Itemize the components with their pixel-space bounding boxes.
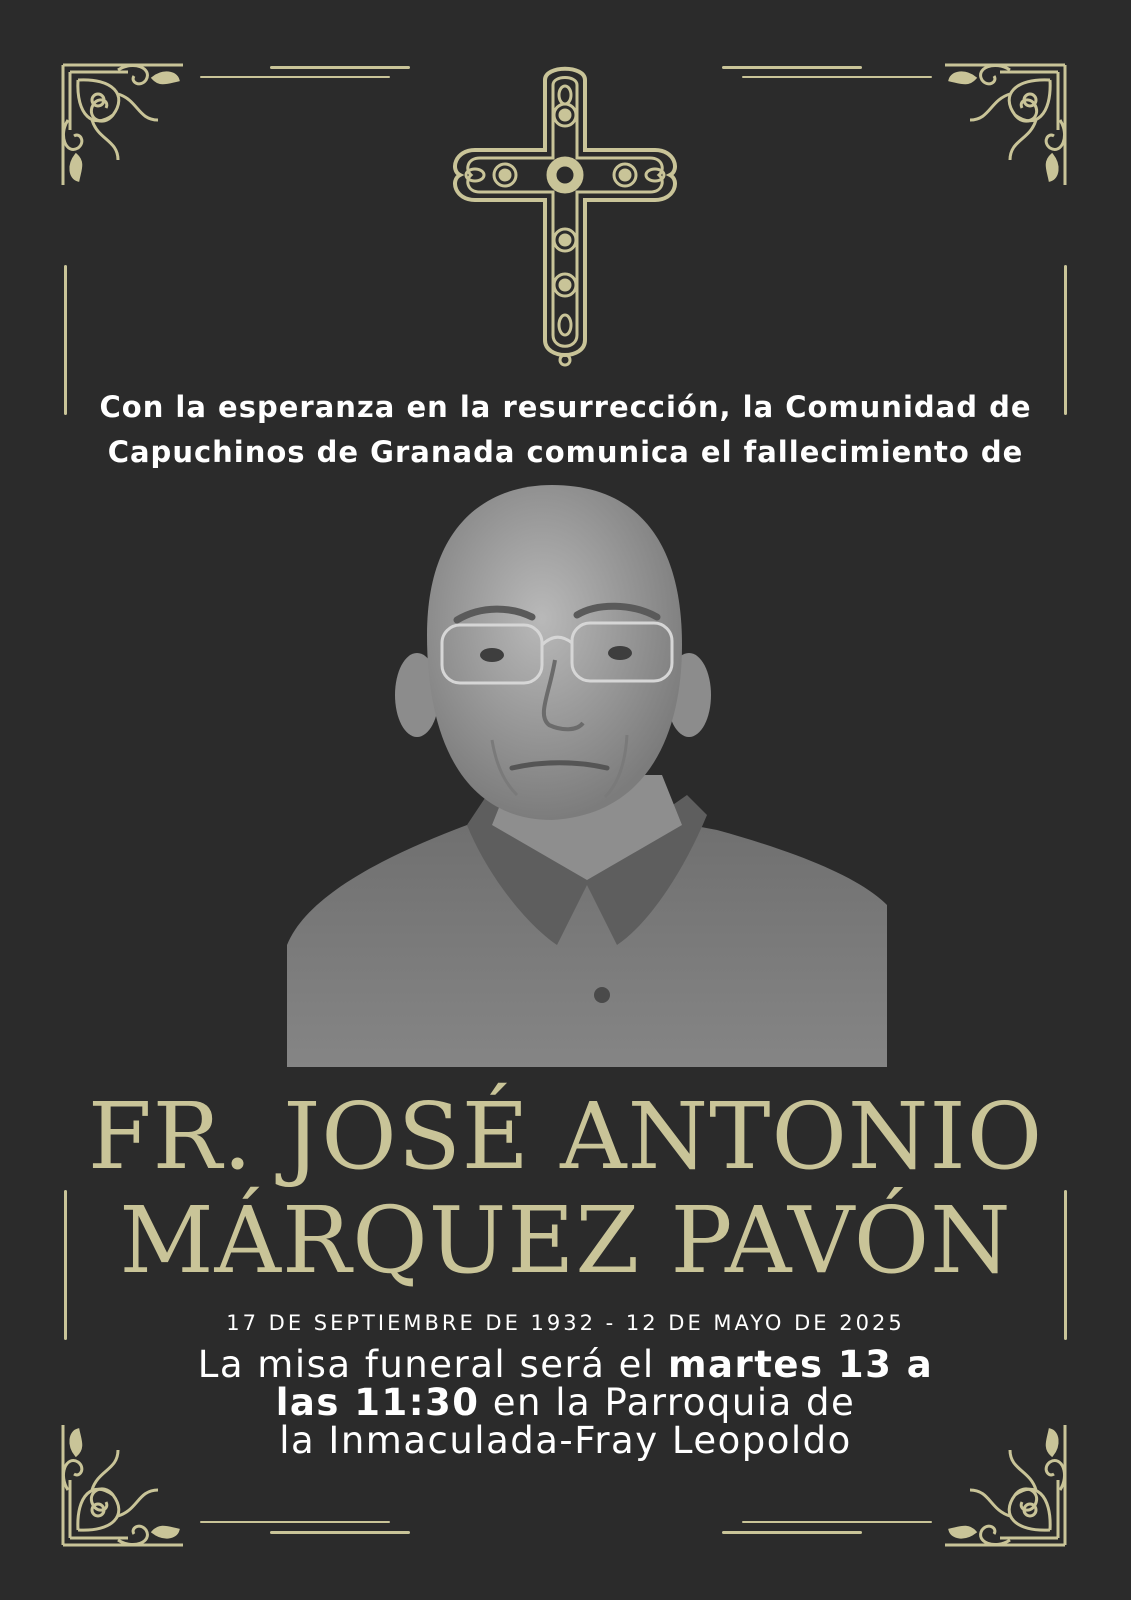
frame-rule-bottom-left-inner [200,1521,390,1523]
deceased-name [40,1085,1091,1293]
name-line-1: FR. JOSÉ ANTONIO [87,1083,1044,1190]
intro-line-1: Con la esperanza en la resurrección, la Comunidad de [99,390,1032,424]
funeral-line-2 [120,1381,1011,1424]
frame-rule-bottom-right [722,1531,862,1534]
ornate-cross-icon [445,60,685,370]
funeral-text-1: La misa funeral será el [197,1343,668,1386]
filigree-corner-icon [940,60,1070,190]
frame-rule-right-top [1064,265,1067,415]
frame-rule-top-right-inner [742,76,932,78]
frame-rule-bottom-left [270,1531,410,1534]
portrait-photo [287,485,887,1067]
filigree-corner-icon [58,60,188,190]
frame-rule-left-top [64,265,67,415]
name-line-2: MÁRQUEZ PAVÓN [119,1187,1012,1294]
funeral-text-2: en la Parroquia de [479,1381,856,1424]
intro-line-2: Capuchinos de Granada comunica el fallecimiento de [107,435,1024,469]
frame-rule-top-left-inner [200,76,390,78]
life-dates: 17 DE SEPTIEMBRE DE 1932 - 12 DE MAYO DE 2025 [226,1311,905,1335]
funeral-day: martes 13 a [667,1343,934,1386]
funeral-line-3: la Inmaculada-Fray Leopoldo [279,1419,852,1462]
funeral-info [120,1343,1011,1462]
funeral-time: las 11:30 [275,1381,480,1424]
funeral-line-1 [120,1343,1011,1386]
intro-text [70,385,1061,475]
frame-rule-bottom-right-inner [742,1521,932,1523]
frame-rule-top-left [270,66,410,69]
frame-rule-top-right [722,66,862,69]
